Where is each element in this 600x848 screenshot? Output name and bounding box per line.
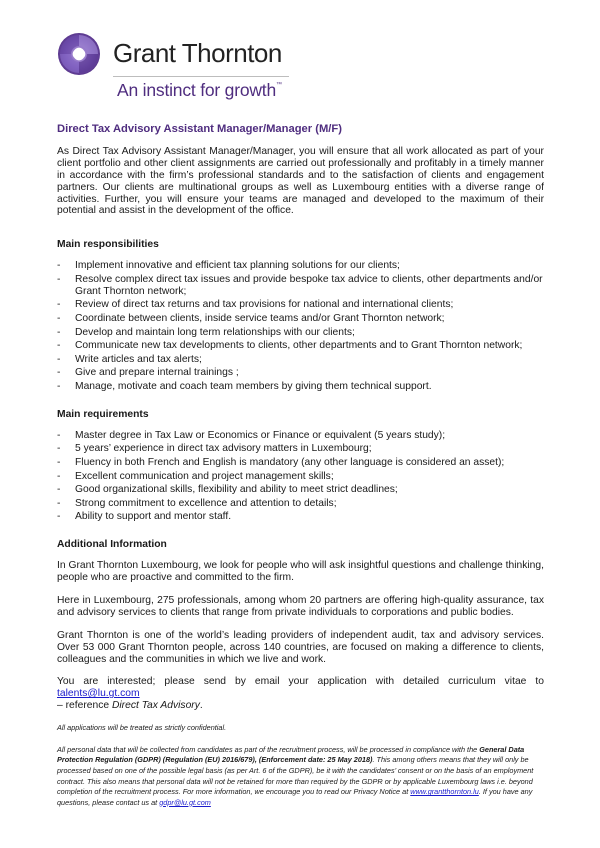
confidential-notice: All applications will be treated as strictly confidential. <box>57 723 227 733</box>
list-item <box>57 498 544 510</box>
list-item-text: Good organizational skills, flexibility and ability to meet strict deadlines; <box>75 484 398 496</box>
list-item <box>57 327 544 339</box>
bullet-dash: - <box>57 260 61 272</box>
list-item <box>57 430 544 442</box>
job-intro: As Direct Tax Advisory Assistant Manager/Manager, you will ensure that all work allocated as part of your client portfolio and other client assignments are carried out professionally and profitably in a timely manner in accordance with the firm’s professional standards and to the satisfaction of clients and engagement partners. Our clients are multinational groups as well as Luxembourg entities with a diverse range of activities. Further, you will ensure your teams are managed and developed to the maximum of their potential and assist in the development of the office. <box>57 145 544 217</box>
bullet-dash: - <box>57 312 61 324</box>
list-item <box>57 260 544 272</box>
list-item <box>57 367 544 379</box>
additional-paragraph-1: In Grant Thornton Luxembourg, we look for people who will ask insightful questions and challenge thinking, people who are proactive and committed to the firm. <box>57 560 544 583</box>
list-item-text: Excellent communication and project management skills; <box>75 470 334 482</box>
list-item <box>57 274 544 298</box>
job-posting <box>57 124 544 819</box>
bullet-dash: - <box>57 470 61 482</box>
gdpr-text-2: . This among others means that they will only be processed based on one of the possible legal basis (as per Art. 6 of the GDPR), be it with the candidates’ consent or on the basis of an employment contract. This also means that personal data will not be retained for more than required by the GDPR or by applicable Luxembourg laws i.e. beyond completion of the recruitment process. For more information, we encourage you to read our Privacy Notice at <box>57 755 534 797</box>
additional-info-heading: Additional Information <box>57 539 167 551</box>
bullet-dash: - <box>57 511 61 523</box>
gdpr-text-3: . If you have any questions, please contact us at <box>57 787 533 807</box>
list-item-text: Strong commitment to excellence and attention to details; <box>75 497 337 509</box>
bullet-dash: - <box>57 326 61 338</box>
responsibilities-list <box>57 260 544 393</box>
bullet-dash: - <box>57 497 61 509</box>
list-item <box>57 511 544 523</box>
tagline-text: An instinct for growth <box>117 80 277 100</box>
list-item <box>57 340 544 352</box>
list-item-text: Implement innovative and efficient tax planning solutions for our clients; <box>75 260 400 272</box>
grant-thornton-swirl-icon <box>57 32 101 76</box>
brand-name: Grant Thornton <box>113 38 282 68</box>
bullet-dash: - <box>57 484 61 496</box>
responsibilities-heading: Main responsibilities <box>57 239 159 251</box>
list-item <box>57 354 544 366</box>
reference-value: Direct Tax Advisory <box>111 700 200 712</box>
list-item <box>57 443 544 455</box>
list-item-text: 5 years’ experience in direct tax advisory matters in Luxembourg; <box>75 443 372 455</box>
logo-divider <box>113 76 289 77</box>
list-item-text: Develop and maintain long term relationships with our clients; <box>75 326 355 338</box>
application-instructions <box>57 676 544 712</box>
list-item <box>57 381 544 393</box>
bullet-dash: - <box>57 380 61 392</box>
reference-suffix: . <box>199 700 203 712</box>
apply-text: You are interested; please send by email your application with detailed curriculum vitae to <box>57 676 544 688</box>
list-item-text: Master degree in Tax Law or Economics or Finance or equivalent (5 years study); <box>75 429 446 441</box>
list-item-text: Write articles and tax alerts; <box>75 353 202 365</box>
list-item-text: Manage, motivate and coach team members by giving them technical support. <box>75 380 432 392</box>
grant-thornton-logo <box>57 32 287 102</box>
bullet-dash: - <box>57 353 61 365</box>
list-item <box>57 313 544 325</box>
bullet-dash: - <box>57 273 61 285</box>
talents-email-link[interactable]: talents@lu.gt.com <box>57 688 140 700</box>
requirements-heading: Main requirements <box>57 408 149 420</box>
list-item-text: Give and prepare internal trainings ; <box>75 367 239 379</box>
trademark-symbol: ™ <box>276 82 282 88</box>
list-item-text: Resolve complex direct tax issues and provide bespoke tax advice to clients, other departments and/or Grant Thornton network; <box>75 273 543 297</box>
additional-paragraph-3: Grant Thornton is one of the world’s leading providers of independent audit, tax and advisory services. Over 53 000 Grant Thornton people, across 140 countries, are focused on making a difference to clients, colleagues and the communities in which we live and work. <box>57 629 544 665</box>
list-item <box>57 299 544 311</box>
list-item-text: Fluency in both French and English is mandatory (any other language is considered an asset); <box>75 456 505 468</box>
list-item <box>57 471 544 483</box>
gdpr-text-1: All personal data that will be collected from candidates as part of the recruitment process, will be processed in compliance with the <box>57 744 480 754</box>
list-item-text: Review of direct tax returns and tax provisions for national and international clients; <box>75 299 454 311</box>
list-item <box>57 457 544 469</box>
bullet-dash: - <box>57 299 61 311</box>
job-title: Direct Tax Advisory Assistant Manager/Manager (M/F) <box>57 123 342 135</box>
bullet-dash: - <box>57 367 61 379</box>
list-item-text: Coordinate between clients, inside service teams and/or Grant Thornton network; <box>75 312 445 324</box>
bullet-dash: - <box>57 429 61 441</box>
gdpr-notice <box>57 745 544 809</box>
bullet-dash: - <box>57 456 61 468</box>
brand-tagline <box>117 80 282 101</box>
gdpr-email-link[interactable]: gdpr@lu.gt.com <box>159 797 211 807</box>
bullet-dash: - <box>57 443 61 455</box>
bullet-dash: - <box>57 340 61 352</box>
additional-paragraph-2: Here in Luxembourg, 275 professionals, among whom 20 partners are offering high-quality assurance, tax and advisory services to clients that range from private individuals to corporations and public bodies. <box>57 594 544 618</box>
list-item-text: Communicate new tax developments to clients, other departments and to Grant Thornton network; <box>75 340 523 352</box>
website-link[interactable]: www.grantthornton.lu <box>410 787 479 797</box>
requirements-list <box>57 430 544 523</box>
list-item <box>57 484 544 496</box>
list-item-text: Ability to support and mentor staff. <box>75 511 232 523</box>
gdpr-regulation: General Data Protection Regulation (GDPR) (Regulation (EU) 2016/679), (Enforcement date: 25 May 2018) <box>57 744 525 765</box>
reference-prefix: – reference <box>57 700 112 712</box>
